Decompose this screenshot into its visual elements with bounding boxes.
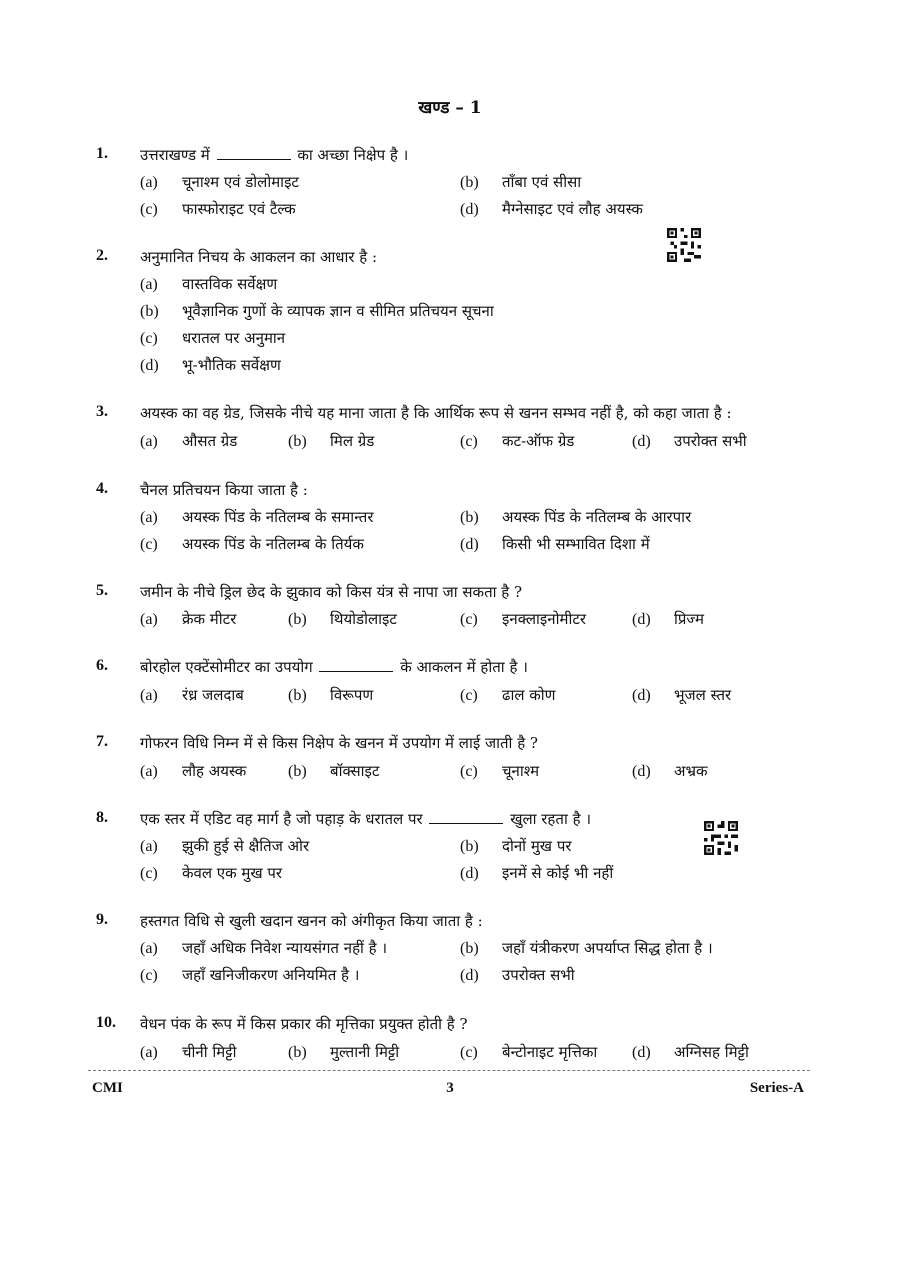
- question-text: अयस्क का वह ग्रेड, जिसके नीचे यह माना जाता है कि आर्थिक रूप से खनन सम्भव नहीं है, को कहा जाता है :: [140, 404, 732, 422]
- option-a: (a) चीनी मिट्टी: [140, 1043, 237, 1061]
- option-b: (b) अयस्क पिंड के नतिलम्ब के आरपार: [460, 508, 692, 526]
- question-text: वेधन पंक के रूप में किस प्रकार की मृत्तिका प्रयुक्त होती है ?: [140, 1015, 468, 1033]
- option-a: (a) चूनाश्म एवं डोलोमाइट: [140, 173, 299, 191]
- option-b: (b) दोनों मुख पर: [460, 837, 572, 855]
- page-number: 3: [446, 1080, 454, 1096]
- option-d: (d) अभ्रक: [632, 762, 708, 780]
- question-text: अनुमानित निचय के आकलन का आधार है :: [140, 248, 378, 266]
- question-text: गोफरन विधि निम्न में से किस निक्षेप के खनन में उपयोग में लाई जाती है ?: [140, 734, 538, 752]
- option-d: (d) किसी भी सम्भावित दिशा में: [460, 535, 650, 553]
- question-text: चैनल प्रतिचयन किया जाता है :: [140, 481, 308, 499]
- blank-line: [319, 659, 393, 672]
- question-number: 7.: [96, 733, 108, 750]
- option-d: (d) भू-भौतिक सर्वेक्षण: [140, 356, 281, 374]
- option-a: (a) क्रेक मीटर: [140, 610, 237, 628]
- option-a: (a) जहाँ अधिक निवेश न्यायसंगत नहीं है ।: [140, 939, 388, 957]
- question-text: उत्तराखण्ड में का अच्छा निक्षेप है ।: [140, 146, 409, 164]
- option-c: (c) चूनाश्म: [460, 762, 540, 780]
- option-c: (c) इनक्लाइनोमीटर: [460, 610, 587, 628]
- question-number: 2.: [96, 247, 108, 264]
- blank-line: [429, 811, 503, 824]
- option-c: (c) अयस्क पिंड के नतिलम्ब के तिर्यक: [140, 535, 364, 553]
- question-text: जमीन के नीचे ड्रिल छेद के झुकाव को किस यंत्र से नापा जा सकता है ?: [140, 583, 523, 601]
- option-d: (d) भूजल स्तर: [632, 686, 732, 704]
- option-b: (b) विरूपण: [288, 686, 374, 704]
- option-b: (b) मुल्तानी मिट्टी: [288, 1043, 400, 1061]
- question-number: 10.: [96, 1014, 116, 1031]
- qr-code-icon: [667, 228, 701, 262]
- option-a: (a) झुकी हुई से क्षैतिज ओर: [140, 837, 310, 855]
- option-d: (d) अग्निसह मिट्टी: [632, 1043, 749, 1061]
- option-c: (c) कट-ऑफ ग्रेड: [460, 432, 575, 450]
- section-title: खण्ड – 1: [418, 98, 482, 118]
- footer-code: CMI: [92, 1080, 123, 1096]
- footer-divider: [88, 1070, 810, 1071]
- option-c: (c) बेन्टोनाइट मृत्तिका: [460, 1043, 598, 1061]
- option-c: (c) धरातल पर अनुमान: [140, 329, 286, 347]
- option-b: (b) ताँबा एवं सीसा: [460, 173, 582, 191]
- blank-line: [217, 147, 291, 160]
- question-number: 4.: [96, 480, 108, 497]
- option-d: (d) मैग्नेसाइट एवं लौह अयस्क: [460, 200, 643, 218]
- option-d: (d) इनमें से कोई भी नहीं: [460, 864, 614, 882]
- option-a: (a) लौह अयस्क: [140, 762, 247, 780]
- option-b: (b) भूवैज्ञानिक गुणों के व्यापक ज्ञान व सीमित प्रतिचयन सूचना: [140, 302, 494, 320]
- question-number: 1.: [96, 145, 108, 162]
- option-a: (a) रंध्र जलदाब: [140, 686, 244, 704]
- qr-code-icon: [704, 821, 738, 855]
- option-b: (b) मिल ग्रेड: [288, 432, 375, 450]
- series-label: Series-A: [749, 1080, 804, 1096]
- option-b: (b) थियोडोलाइट: [288, 610, 397, 628]
- option-d: (d) उपरोक्त सभी: [460, 966, 575, 984]
- question-number: 9.: [96, 911, 108, 928]
- option-d: (d) उपरोक्त सभी: [632, 432, 747, 450]
- question-text: बोरहोल एक्टेंसोमीटर का उपयोग के आकलन में होता है ।: [140, 658, 528, 676]
- option-a: (a) औसत ग्रेड: [140, 432, 238, 450]
- option-c: (c) जहाँ खनिजीकरण अनियमित है ।: [140, 966, 360, 984]
- option-a: (a) वास्तविक सर्वेक्षण: [140, 275, 278, 293]
- option-c: (c) फास्फोराइट एवं टैल्क: [140, 200, 296, 218]
- question-number: 8.: [96, 809, 108, 826]
- question-number: 6.: [96, 657, 108, 674]
- option-d: (d) प्रिज्म: [632, 610, 704, 628]
- option-a: (a) अयस्क पिंड के नतिलम्ब के समान्तर: [140, 508, 374, 526]
- question-text: हस्तगत विधि से खुली खदान खनन को अंगीकृत किया जाता है :: [140, 912, 483, 930]
- option-c: (c) केवल एक मुख पर: [140, 864, 283, 882]
- option-b: (b) जहाँ यंत्रीकरण अपर्याप्त सिद्ध होता है ।: [460, 939, 713, 957]
- option-c: (c) ढाल कोण: [460, 686, 556, 704]
- question-number: 3.: [96, 403, 108, 420]
- question-text: एक स्तर में एडिट वह मार्ग है जो पहाड़ के धरातल पर खुला रहता है ।: [140, 810, 592, 828]
- question-number: 5.: [96, 582, 108, 599]
- option-b: (b) बॉक्साइट: [288, 762, 380, 780]
